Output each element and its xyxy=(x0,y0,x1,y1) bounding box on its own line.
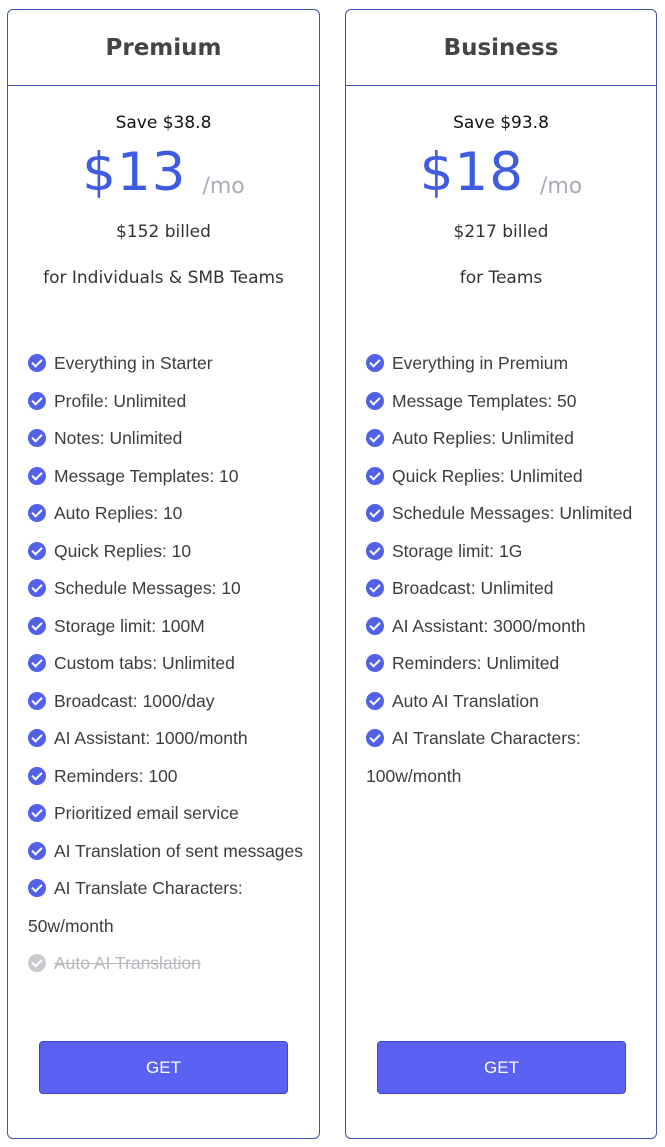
check-circle-icon xyxy=(366,504,384,522)
check-circle-icon xyxy=(28,729,46,747)
billed-amount: $152 billed xyxy=(116,222,211,242)
feature-item: Custom tabs: Unlimited xyxy=(28,645,305,683)
check-circle-icon xyxy=(366,354,384,372)
feature-item: Auto Replies: Unlimited xyxy=(366,420,642,458)
plan-card-premium xyxy=(7,9,320,1139)
check-circle-icon xyxy=(366,579,384,597)
plan-audience: for Teams xyxy=(459,268,543,288)
feature-item: Quick Replies: Unlimited xyxy=(366,458,642,496)
plan-title: Premium xyxy=(8,10,319,86)
check-circle-icon xyxy=(28,429,46,447)
feature-item: Broadcast: Unlimited xyxy=(366,570,642,608)
feature-item: Notes: Unlimited xyxy=(28,420,305,458)
check-circle-icon xyxy=(28,842,46,860)
feature-item: Storage limit: 1G xyxy=(366,533,642,571)
savings-label: Save $93.8 xyxy=(453,113,549,133)
check-circle-icon xyxy=(28,804,46,822)
feature-list xyxy=(28,345,305,983)
feature-item: AI Translate Characters: 100w/month xyxy=(366,728,581,786)
check-circle-icon xyxy=(28,654,46,672)
feature-item: Reminders: Unlimited xyxy=(366,645,642,683)
feature-item: Profile: Unlimited xyxy=(28,383,305,421)
check-circle-icon xyxy=(366,654,384,672)
feature-item: Schedule Messages: 10 xyxy=(28,570,305,608)
check-circle-icon xyxy=(28,579,46,597)
check-circle-icon xyxy=(28,504,46,522)
feature-item: Auto AI Translation xyxy=(366,683,642,721)
feature-item: Message Templates: 50 xyxy=(366,383,642,421)
feature-item-disabled: Auto AI Translation xyxy=(28,945,305,983)
check-circle-icon xyxy=(28,392,46,410)
check-circle-icon xyxy=(28,767,46,785)
plan-card-business xyxy=(345,9,657,1139)
check-circle-icon xyxy=(366,392,384,410)
feature-item: AI Translation of sent messages xyxy=(28,833,305,871)
check-circle-icon xyxy=(28,954,46,972)
check-circle-icon xyxy=(366,617,384,635)
price-period: /mo xyxy=(202,174,245,199)
check-circle-icon xyxy=(366,467,384,485)
check-circle-icon xyxy=(366,429,384,447)
check-circle-icon xyxy=(28,617,46,635)
price-amount: $18 xyxy=(419,142,524,203)
check-circle-icon xyxy=(28,542,46,560)
price-period: /mo xyxy=(539,174,583,199)
plan-audience: for Individuals & SMB Teams xyxy=(43,268,284,288)
check-circle-icon xyxy=(366,729,384,747)
check-circle-icon xyxy=(28,879,46,897)
price-row xyxy=(8,142,319,203)
savings-label: Save $38.8 xyxy=(115,113,212,133)
feature-item: Everything in Premium xyxy=(366,345,642,383)
check-circle-icon xyxy=(28,467,46,485)
feature-list xyxy=(366,345,642,795)
feature-item: Schedule Messages: Unlimited xyxy=(366,495,642,533)
feature-item: Everything in Starter xyxy=(28,345,305,383)
feature-item: Broadcast: 1000/day xyxy=(28,683,305,721)
feature-item: Auto Replies: 10 xyxy=(28,495,305,533)
check-circle-icon xyxy=(28,354,46,372)
feature-item: Storage limit: 100M xyxy=(28,608,305,646)
check-circle-icon xyxy=(366,692,384,710)
get-premium-button[interactable]: GET xyxy=(39,1041,288,1094)
feature-item: Reminders: 100 xyxy=(28,758,305,796)
plan-title: Business xyxy=(346,10,656,86)
billed-amount: $217 billed xyxy=(453,222,549,242)
get-business-button[interactable]: GET xyxy=(377,1041,626,1094)
check-circle-icon xyxy=(366,542,384,560)
price-row xyxy=(346,142,656,203)
feature-item: AI Assistant: 1000/month xyxy=(28,720,305,758)
feature-item: AI Assistant: 3000/month xyxy=(366,608,642,646)
check-circle-icon xyxy=(28,692,46,710)
feature-item: Quick Replies: 10 xyxy=(28,533,305,571)
feature-item: Prioritized email service xyxy=(28,795,305,833)
feature-item: Message Templates: 10 xyxy=(28,458,305,496)
feature-item: AI Translate Characters: 50w/month xyxy=(28,878,243,936)
price-amount: $13 xyxy=(82,142,187,203)
